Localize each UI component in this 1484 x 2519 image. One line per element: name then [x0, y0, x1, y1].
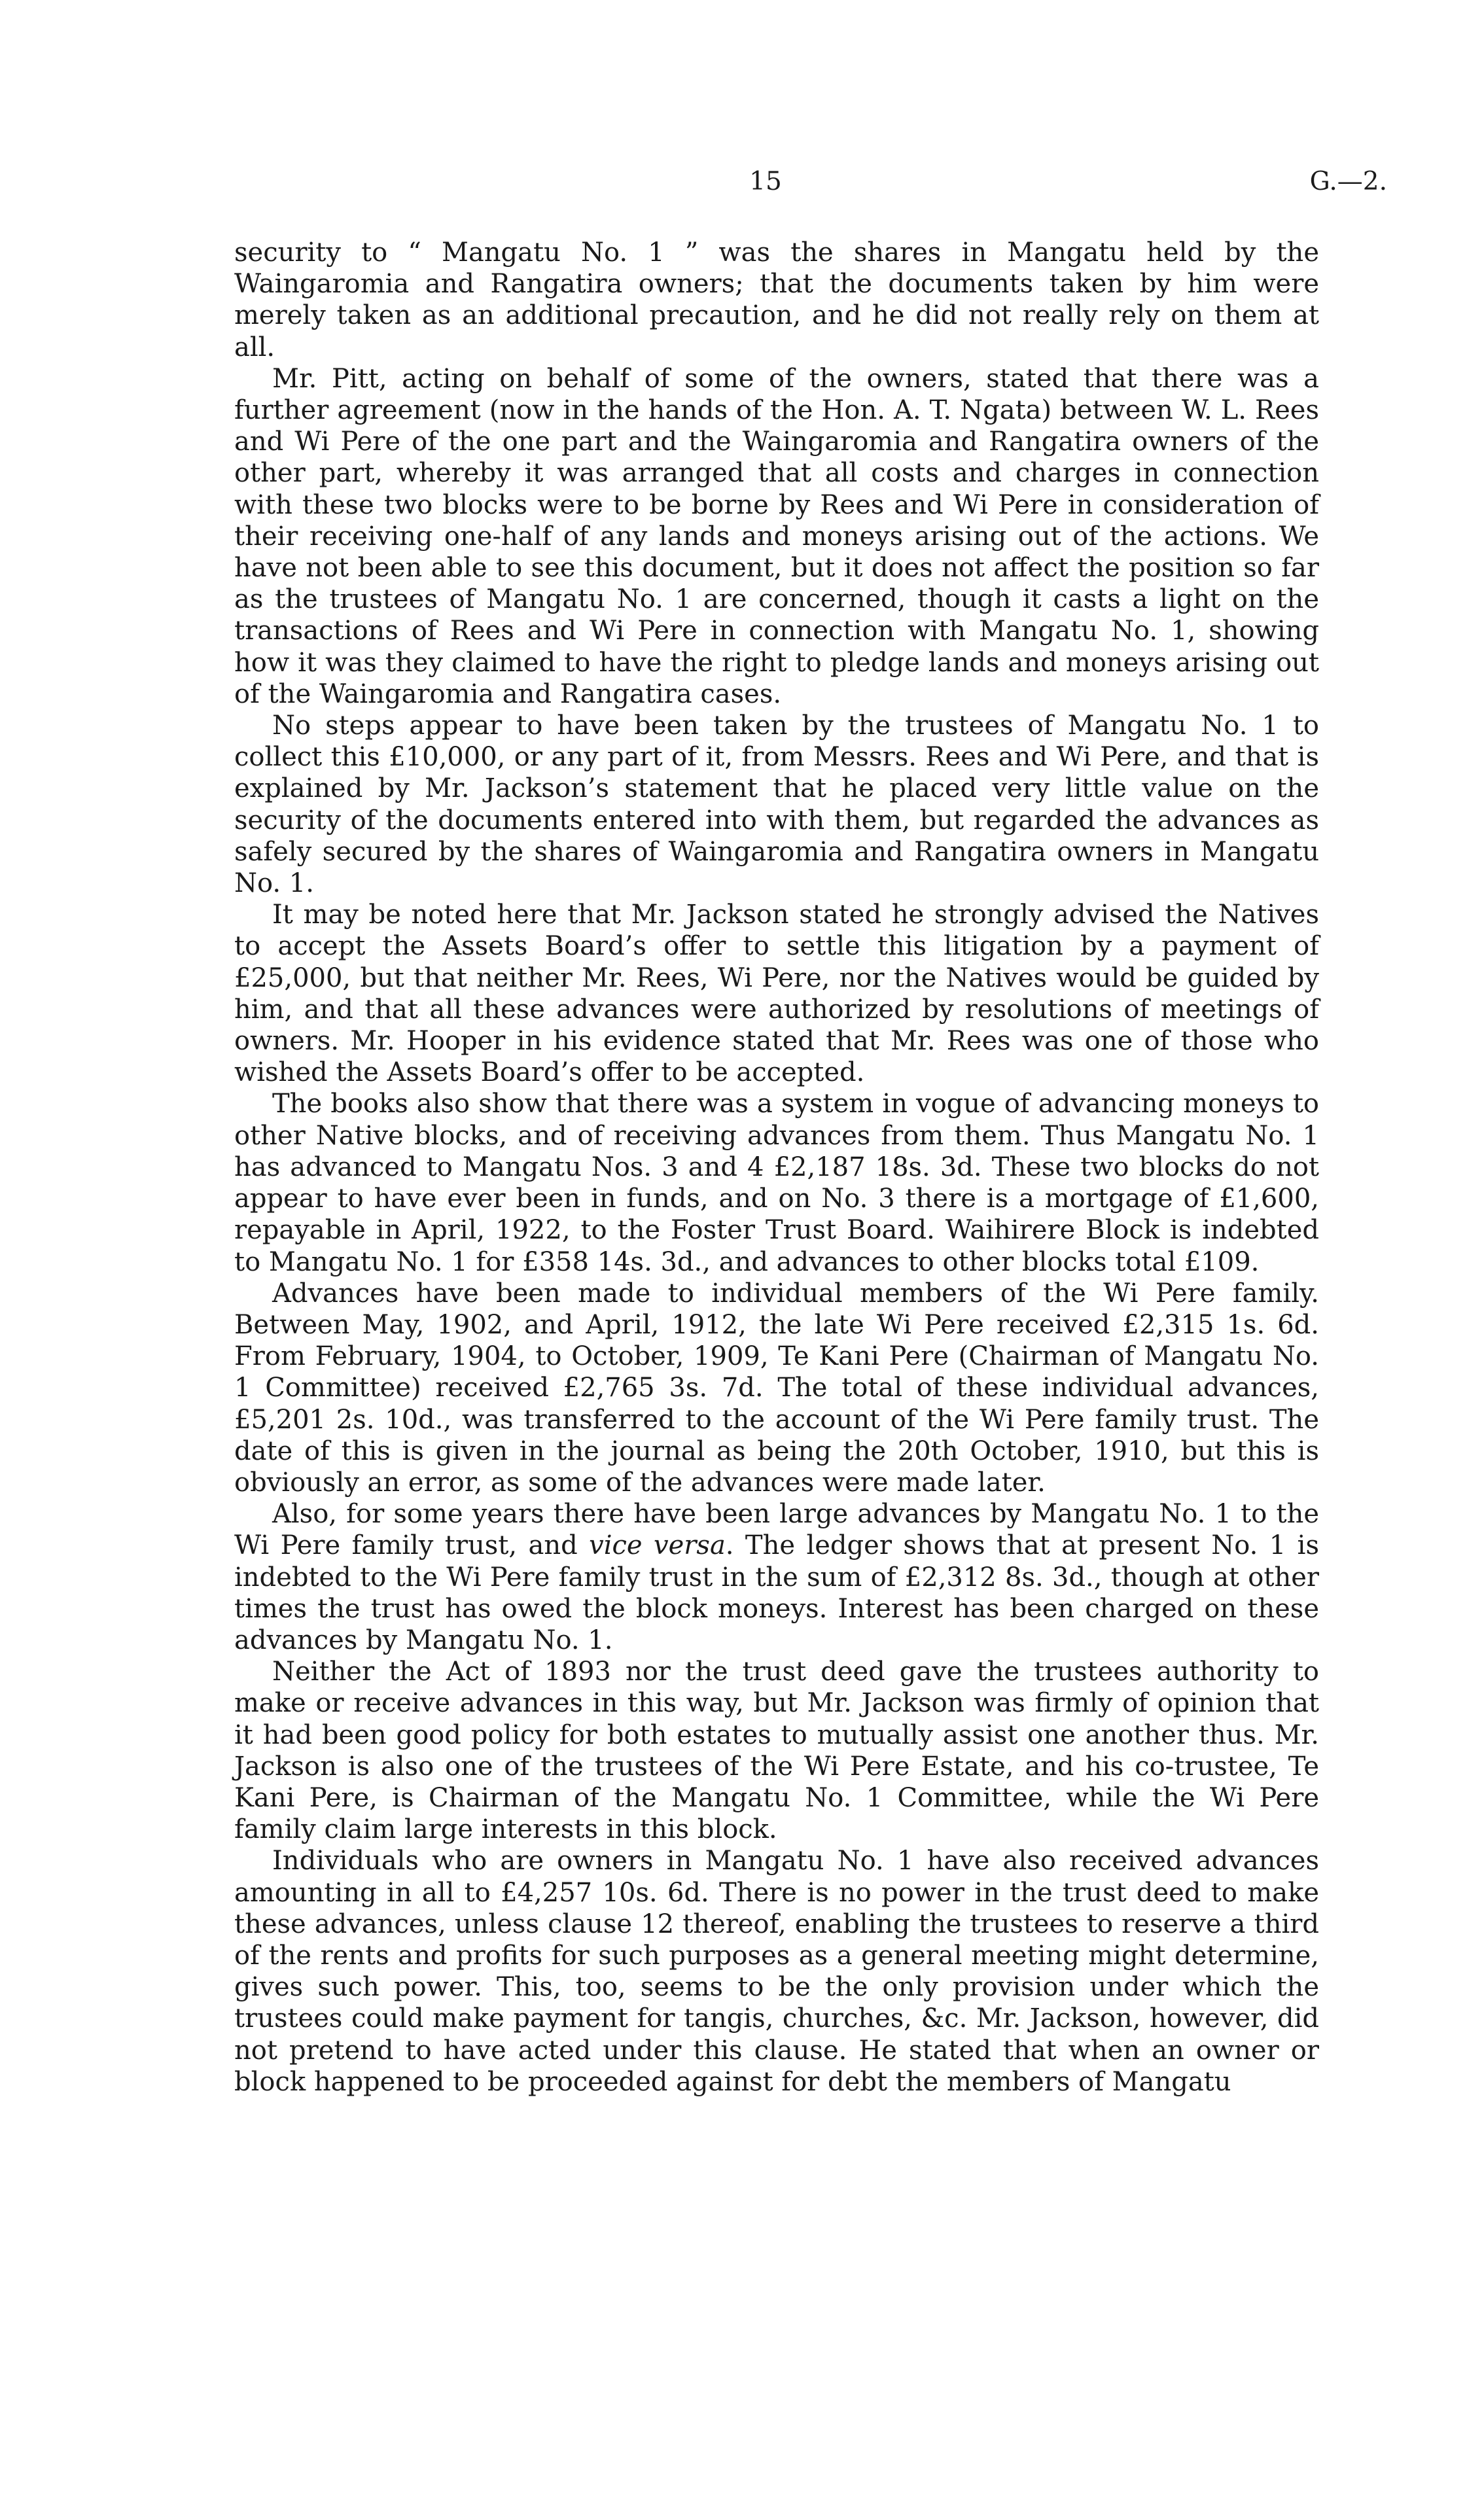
paragraph: The books also show that there was a system in vogue of advancing moneys to other Native blocks, and of receiving advances from them. Thus Mangatu No. 1 has advanced to Mangatu Nos. 3 and 4 £2,187 18s. 3d. These two blocks do not appear to have ever been in funds, and on No. 3 there is a mortgage of £1,600, repayable in April, 1922, to the Foster Trust Board. Waihirere Block is indebted to Mangatu No. 1 for £358 14s. 3d., and advances to other blocks total £109. — [234, 1089, 1319, 1277]
paragraph: Advances have been made to individual members of the Wi Pere family. Between May, 1902, and April, 1912, the late Wi Pere received £2,315 1s. 6d. From February, 1904, to October, 1909, Te Kani Pere (Chairman of Mangatu No. 1 Committee) received £2,765 3s. 7d. The total of these individual advances, £5,201 2s. 10d., was transferred to the account of the Wi Pere family trust. The date of this is given in the journal as being the 20th October, 1910, but this is obviously an error, as some of the advances were made later. — [234, 1278, 1319, 1498]
paragraph: Mr. Pitt, acting on behalf of some of the owners, stated that there was a further agreement (now in the hands of the Hon. A. T. Ngata) between W. L. Rees and Wi Pere of the one part and the Waingaromia and Rangatira owners of the other part, whereby it was arranged that all costs and charges in connection with these two blocks were to be borne by Rees and Wi Pere in consideration of their receiving one-half of any lands and moneys arising out of the actions. We have not been able to see this document, but it does not affect the position so far as the trustees of Mangatu No. 1 are concerned, though it casts a light on the transactions of Rees and Wi Pere in connection with Mangatu No. 1, showing how it was they claimed to have the right to pledge lands and moneys arising out of the Waingaromia and Rangatira cases. — [234, 363, 1319, 709]
paragraph: Neither the Act of 1893 nor the trust deed gave the trustees authority to make or receive advances in this way, but Mr. Jackson was firmly of opinion that it had been good policy for both estates to mutually assist one another thus. Mr. Jackson is also one of the trustees of the Wi Pere Estate, and his co-trustee, Te Kani Pere, is Chairman of the Mangatu No. 1 Committee, while the Wi Pere family claim large interests in this block. — [234, 1657, 1319, 1845]
paragraph-text: . The ledger shows that at present No. 1 is indebted to the Wi Pere family trust in the sum of £2,312 8s. 3d., though at other times the trust has owed the block moneys. Interest has been charged on these advances by Mangatu No. 1. — [234, 1530, 1319, 1655]
paragraph: Individuals who are owners in Mangatu No. 1 have also received advances amounting in all to £4,257 10s. 6d. There is no power in the trust deed to make these advances, unless clause 12 thereof, enabling the trustees to reserve a third of the rents and profits for such purposes as a general meeting might determine, gives such power. This, too, seems to be the only provision under which the trustees could make payment for tangis, churches, &c. Mr. Jackson, however, did not pretend to have acted under this clause. He stated that when an owner or block happened to be proceeded against for debt the members of Mangatu — [234, 1846, 1319, 2097]
paragraph — [234, 1498, 1319, 1656]
paragraph: No steps appear to have been taken by the trustees of Mangatu No. 1 to collect this £10,000, or any part of it, from Messrs. Rees and Wi Pere, and that is explained by Mr. Jackson’s statement that he placed very little value on the security of the documents entered into with them, but regarded the advances as safely secured by the shares of Waingaromia and Rangatira owners in Mangatu No. 1. — [234, 711, 1319, 899]
italic-phrase: vice versa — [589, 1530, 726, 1561]
body-text — [234, 237, 1319, 2098]
page-number: 15 — [749, 167, 782, 196]
document-code: G.—2. — [1309, 167, 1387, 196]
paragraph-text: Also, for some years there have been large advances by Mangatu No. 1 to the Wi Pere family trust, and — [234, 1499, 1319, 1561]
paragraph: It may be noted here that Mr. Jackson stated he strongly advised the Natives to accept the Assets Board’s offer to settle this litigation by a payment of £25,000, but that neither Mr. Rees, Wi Pere, nor the Natives would be guided by him, and that all these advances were authorized by resolutions of meetings of owners. Mr. Hooper in his evidence stated that Mr. Rees was one of those who wished the Assets Board’s offer to be accepted. — [234, 900, 1319, 1088]
paragraph: security to “ Mangatu No. 1 ” was the shares in Mangatu held by the Waingaromia and Rangatira owners; that the documents taken by him were merely taken as an additional precaution, and he did not really rely on them at all. — [234, 238, 1319, 362]
